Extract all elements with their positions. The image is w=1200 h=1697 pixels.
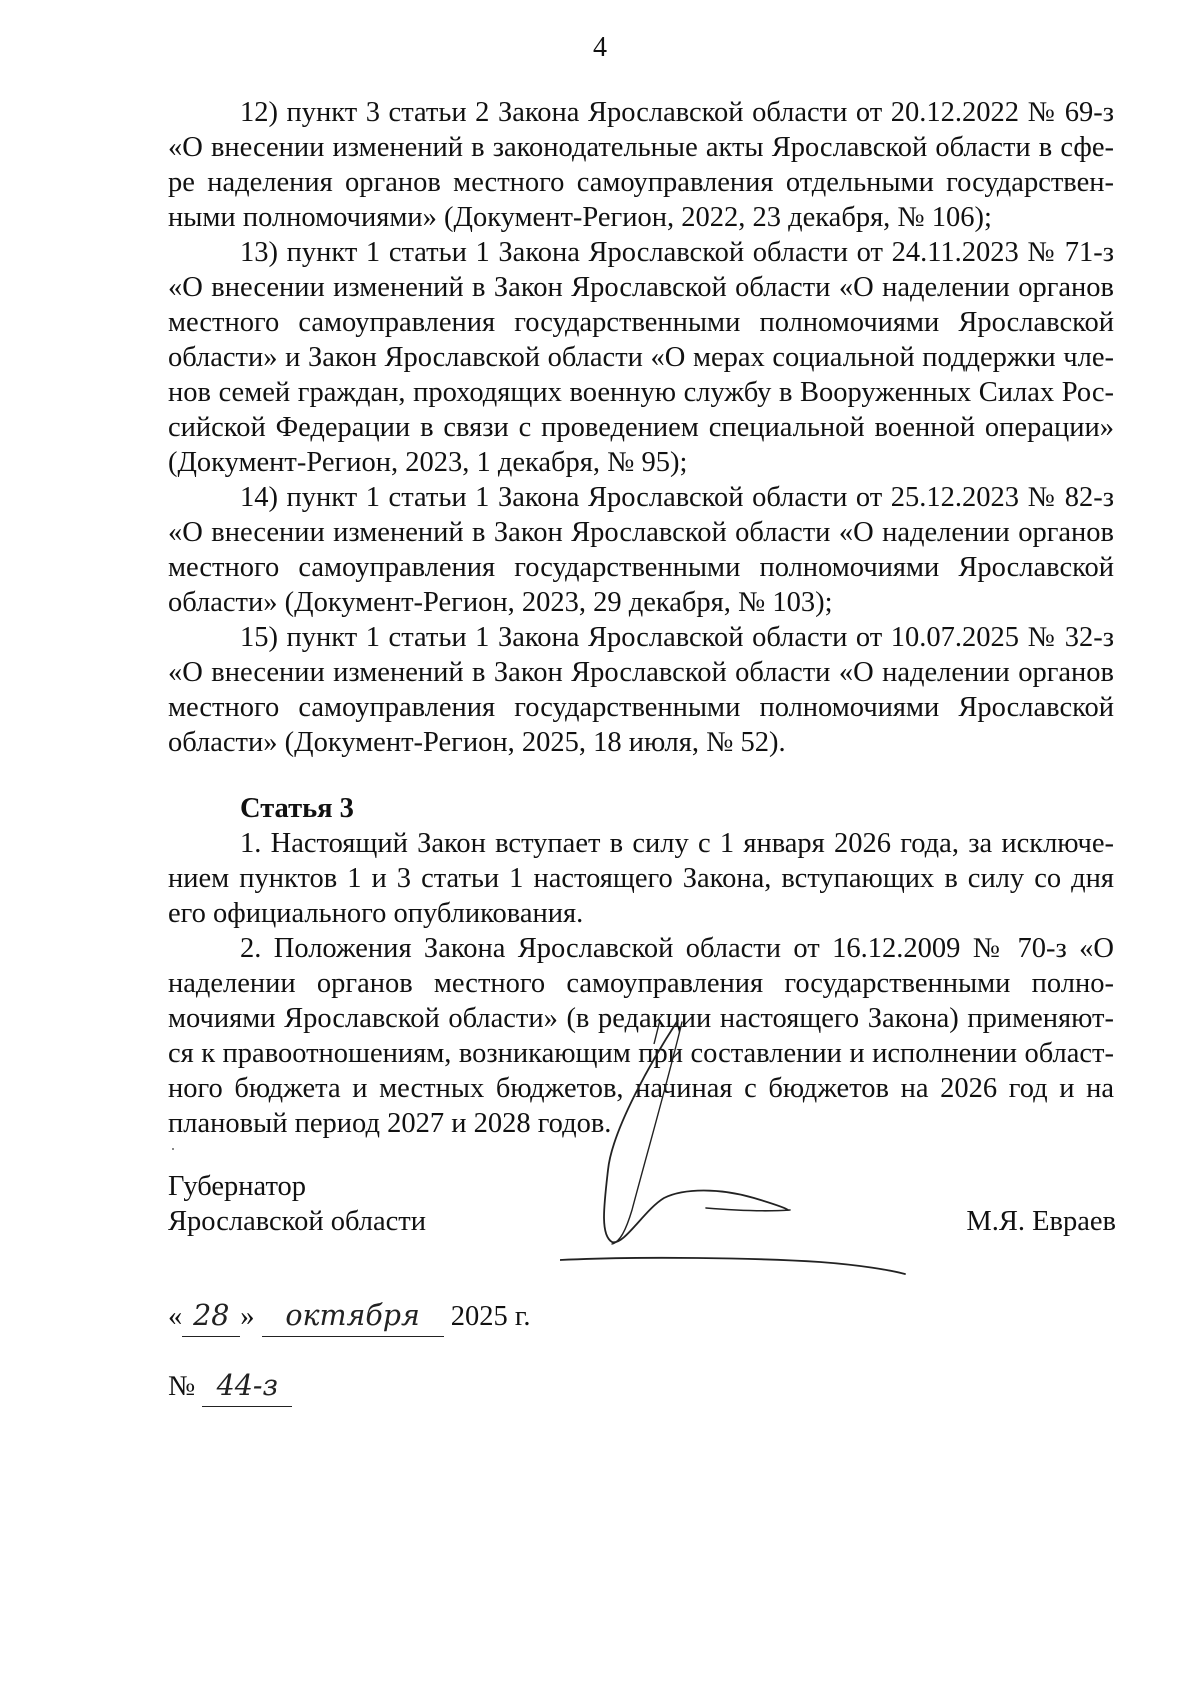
law-number-handwritten: 44-з [202, 1366, 292, 1407]
list-item-12-rest: «О внесении изменений в законодательные акты Ярославской области в сфере наделения органов местного самоуправления отдельными государственными полномочиями» (Документ-Регион, 2022, 23 декабря, № 106); [168, 132, 1114, 233]
list-item-14 [168, 480, 1114, 620]
list-item-12-first-line: 12) пункт 3 статьи 2 Закона Ярославской области от 20.12.2022 № 69-з [240, 97, 1114, 128]
article-3-paragraph-1: 1. Настоящий Закон вступает в силу с 1 января 2026 года, за исключением пунктов 1 и 3 статьи 1 настоящего Закона, вступающих в силу со дня его официального опубликования. [168, 828, 1114, 929]
signing-date [168, 1296, 530, 1337]
scan-speck [172, 1148, 174, 1150]
list-item-14-rest: «О внесении изменений в Закон Ярославской области «О наделении органов местного самоуправления государственными полномочиями Ярославской области» (Документ-Регион, 2023, 29 декабря, № 103); [168, 517, 1114, 618]
signatory-name: М.Я. Евраев [966, 1206, 1116, 1237]
signatory-title-line-2: Ярославской области [168, 1206, 426, 1237]
law-number [168, 1366, 292, 1407]
date-month-handwritten: октября [262, 1296, 444, 1337]
list-item-15-first-line: 15) пункт 1 статьи 1 Закона Ярославской области от 10.07.2025 № 32-з [240, 622, 1114, 653]
article-3-paragraph-2: 2. Положения Закона Ярославской области от 16.12.2009 № 70-з «О наделении органов местного самоуправления государственными полномочиями Ярославской области» (в редакции настоящего Закона) применяются к правоотношениям, возникающим при составлении и исполнении областного бюджета и местных бюджетов, начиная с бюджетов на 2026 год и на плановый период 2027 и 2028 годов. [168, 933, 1114, 1139]
page-number: 4 [593, 32, 607, 63]
list-item-13-first-line: 13) пункт 1 статьи 1 Закона Ярославской области от 24.11.2023 № 71-з [240, 237, 1114, 268]
signatory-title-line-1: Губернатор [168, 1171, 307, 1202]
handwritten-signature [560, 1020, 960, 1300]
date-year: 2025 г. [450, 1301, 531, 1332]
list-item-15 [168, 620, 1114, 760]
date-day-handwritten: 28 [182, 1296, 240, 1337]
article-3-heading: Статья 3 [240, 793, 354, 824]
list-item-12 [168, 95, 1114, 235]
signatory-title [168, 1169, 426, 1239]
law-number-label: № [168, 1371, 196, 1402]
list-item-14-first-line: 14) пункт 1 статьи 1 Закона Ярославской области от 25.12.2023 № 82-з [240, 482, 1114, 513]
date-close-quote: » [240, 1301, 255, 1332]
date-open-quote: « [168, 1301, 183, 1332]
list-item-13-rest: «О внесении изменений в Закон Ярославской области «О наделении органов местного самоуправления государственными полномочиями Ярославской области» и Закон Ярославской области «О мерах социальной поддержки членов семей граждан, проходящих военную службу в Вооруженных Силах Российской Федерации в связи с проведением специальной военной операции» (Документ-Регион, 2023, 1 декабря, № 95); [168, 272, 1114, 478]
list-item-15-rest: «О внесении изменений в Закон Ярославской области «О наделении органов местного самоуправления государственными полномочиями Ярославской области» (Документ-Регион, 2025, 18 июля, № 52). [168, 657, 1114, 758]
list-item-13 [168, 235, 1114, 480]
document-body [168, 95, 1114, 1141]
